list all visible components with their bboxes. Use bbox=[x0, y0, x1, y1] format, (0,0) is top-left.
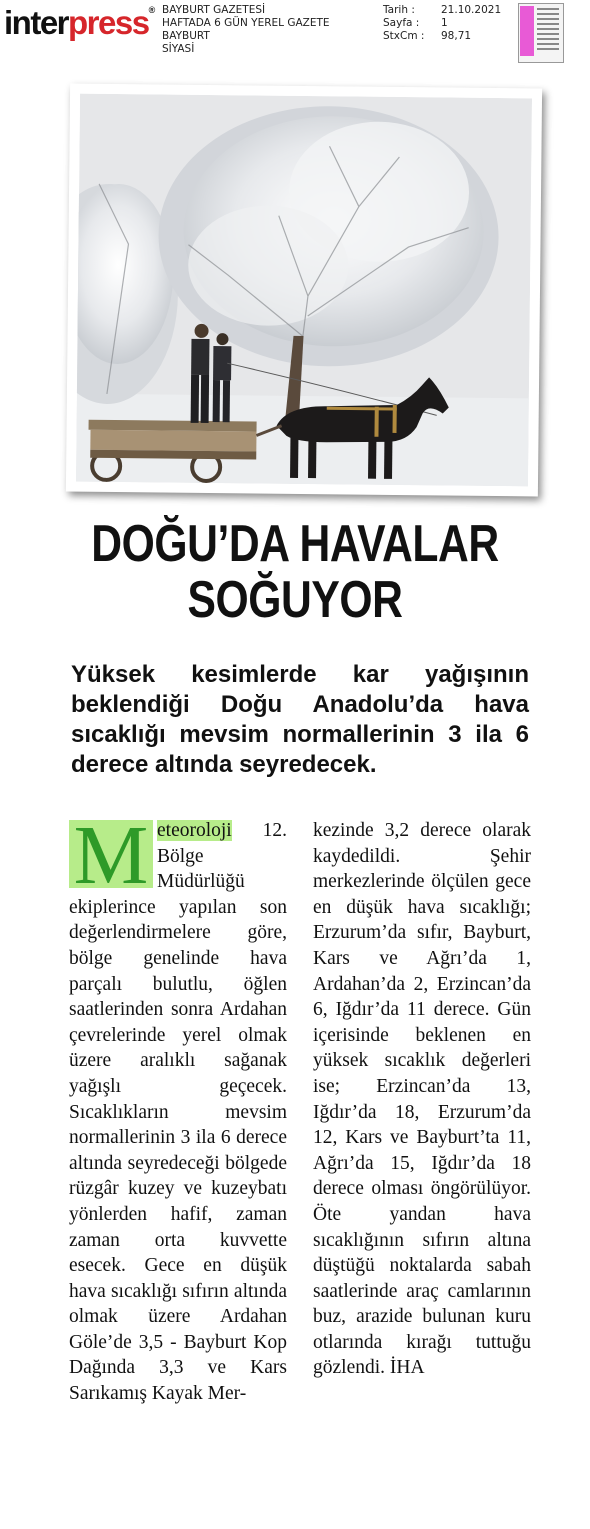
headline-line-2: SOĞUYOR bbox=[187, 571, 403, 629]
meta-stxcm-value: 98,71 bbox=[441, 30, 472, 42]
publication-info bbox=[162, 4, 330, 56]
dropcap-continuation-highlight: eteoroloji bbox=[157, 820, 232, 841]
clipping-meta bbox=[383, 4, 501, 43]
article-deck: Yüksek kesimlerde kar yağışının beklendiği Doğu Anadolu’da hava sıcaklığı mevsim normallerinin 3 ila 6 derece altında seyredecek. bbox=[71, 661, 529, 778]
column-2-text: kezinde 3,2 derece olarak kaydedildi. Şehir merkezlerinde ölçülen gece en düşük hava sıcaklığı; Erzurum’da sıfır, Bayburt, Kars ve Ağrı’da 1, Ardahan’da 2, Erzincan’da 6, Iğdır’da 11 derece. Gün içerisinde beklenen en yüksek sıcaklık değerleri ise; Erzincan’da 13, Iğdır’da 18, Erzurum’da 12, Kars ve Bayburt’ta 11, Ağrı’da 15, Iğdır’da 18 derece olması öngörülüyor. Öte yandan hava sıcaklığının sıfırın altına düştüğü noktalarda sabah saatlerinde araç camlarının buz, arazide bulunan kuru otlarında kırağı tuttuğu gözlendi. İHA bbox=[313, 820, 531, 1379]
publication-category: SİYASİ bbox=[162, 43, 195, 55]
logo-text-accent: press bbox=[68, 4, 149, 41]
thumbnail-highlight bbox=[520, 6, 534, 56]
article-column-2 bbox=[313, 818, 531, 1381]
logo-text-main: inter bbox=[4, 4, 69, 41]
meta-date-label: Tarih : bbox=[383, 4, 415, 16]
frosted-tree-horse-cart-photo bbox=[76, 94, 532, 487]
drop-cap-letter: M bbox=[73, 809, 149, 902]
column-1-text: 12. Bölge Müdürlüğü ekiplerince yapılan son değerlendirmelere göre, bölge genelinde hava parçalı bulutlu, öğlen saatlerinden sonra Ardahan çevrelerinde yerel olmak üzere aralıklı sağanak yağışlı geçecek. Sıcaklıkların mevsim normallerinin 3 ila 6 derece altında seyredeceği bölgede rüzgâr kuzey ve kuzeybatı yönlerden hafif, zaman zaman orta kuvvette esecek. Gece en düşük hava sıcaklığı sıfırın altında olmak üzere Ardahan Göle’de 3,5 - Bayburt Kop Dağında 3,3 ve Kars Sarıkamış Kayak Mer- bbox=[69, 820, 287, 1405]
meta-date-value: 21.10.2021 bbox=[441, 4, 502, 16]
meta-page-value: 1 bbox=[441, 17, 448, 29]
article-column-1 bbox=[69, 809, 287, 1407]
publication-name: BAYBURT GAZETESİ bbox=[162, 4, 266, 16]
page-thumbnail[interactable] bbox=[518, 3, 564, 63]
article-headline bbox=[53, 516, 537, 628]
logo-registered-mark: ® bbox=[148, 5, 154, 15]
publication-frequency: HAFTADA 6 GÜN YEREL GAZETE bbox=[162, 17, 330, 29]
drop-cap bbox=[69, 809, 153, 902]
meta-page-label: Sayfa : bbox=[383, 17, 420, 29]
interpress-logo bbox=[4, 6, 154, 39]
meta-row-stxcm bbox=[383, 30, 501, 43]
meta-stxcm-label: StxCm : bbox=[383, 30, 425, 42]
meta-row-page bbox=[383, 17, 501, 30]
meta-row-date bbox=[383, 4, 501, 17]
publication-city: BAYBURT bbox=[162, 30, 210, 42]
thumbnail-text-lines bbox=[537, 8, 559, 53]
article-photo bbox=[66, 84, 542, 497]
headline-line-1: DOĞU’DA HAVALAR bbox=[91, 515, 499, 573]
